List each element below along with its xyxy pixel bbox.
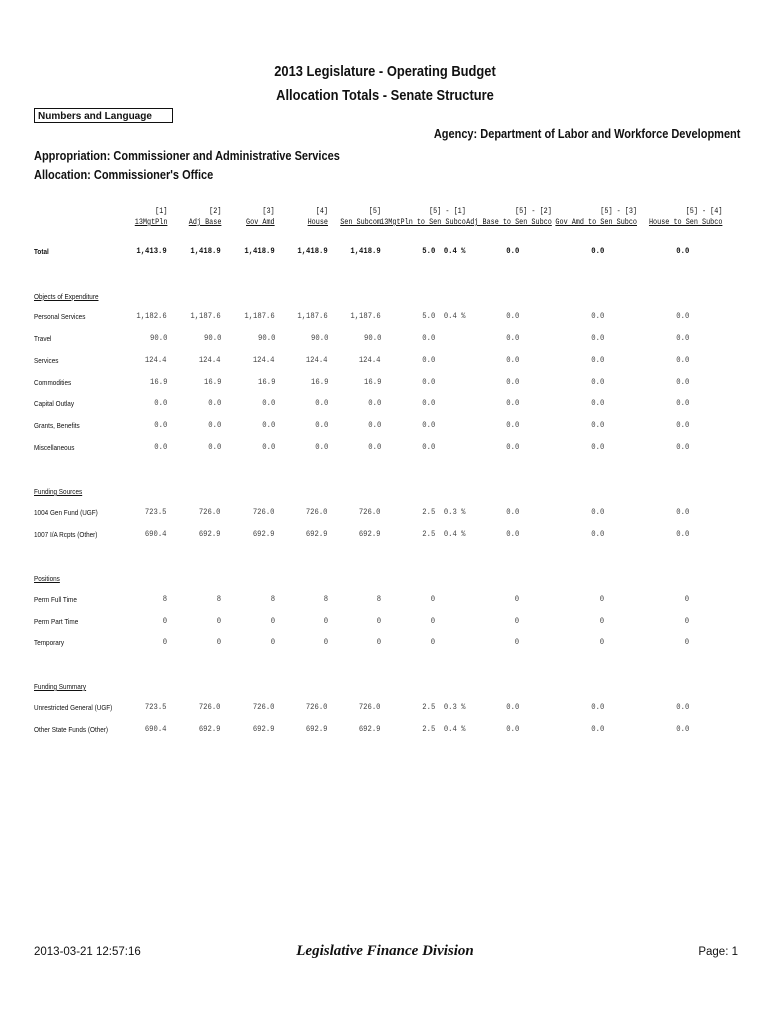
column-header-num: [5] - [3] (600, 207, 637, 216)
value-cell: 0.0 (590, 246, 604, 256)
value-cell: 0.0 (153, 420, 167, 430)
row-label: Travel (34, 334, 52, 343)
value-cell: 0.0 (590, 398, 604, 408)
column-header-4 (308, 206, 328, 228)
value-cell: 0 (376, 616, 381, 626)
value-cell: 2.5 (421, 507, 435, 517)
value-cell: 0 (270, 616, 275, 626)
value-cell: 0.0 (421, 355, 435, 365)
value-cell: 692.9 (199, 724, 221, 734)
column-header-num: [2] (208, 207, 221, 216)
value-cell: 723.5 (145, 702, 167, 712)
section-positions: Positions (34, 574, 60, 583)
value-cell: 0 (323, 616, 328, 626)
value-cell: 0.0 (314, 420, 328, 430)
row-label: Unrestricted General (UGF) (34, 703, 113, 712)
footer-division: Legislative Finance Division (296, 943, 474, 959)
value-cell: 124.4 (199, 355, 221, 365)
value-cell: 692.9 (306, 724, 328, 734)
value-cell: 0.0 (421, 377, 435, 387)
value-cell: 0 (684, 594, 689, 604)
value-cell: 0 (216, 616, 221, 626)
value-cell: 0 (514, 616, 519, 626)
value-cell: 124.4 (306, 355, 328, 365)
value-cell: 0.0 (675, 507, 689, 517)
row-label: Perm Full Time (34, 595, 77, 604)
value-cell: 0 (599, 616, 604, 626)
value-cell: 5.0 (421, 311, 435, 321)
value-cell: 0.0 (207, 420, 221, 430)
value-cell: 0.0 (590, 333, 604, 343)
value-cell: 0.0 (421, 442, 435, 452)
value-cell: 0.0 (367, 420, 381, 430)
column-header-name: 13MgtPln (134, 218, 167, 227)
value-cell: 2.5 (421, 529, 435, 539)
value-cell: 1,418.9 (190, 246, 221, 256)
percent-cell: 0.4 % (444, 246, 466, 256)
percent-cell: 0.4 % (444, 724, 466, 734)
column-header-name: Adj Base to Sen Subco (466, 218, 552, 227)
row-label: Services (34, 356, 59, 365)
value-cell: 16.9 (203, 377, 221, 387)
value-cell: 90.0 (310, 333, 328, 343)
row-label: Personal Services (34, 312, 86, 321)
row-label: 1004 Gen Fund (UGF) (34, 508, 98, 517)
column-header-name: Gov Amd (246, 218, 275, 227)
footer-page-number: Page: 1 (698, 946, 738, 958)
value-cell: 90.0 (149, 333, 167, 343)
value-cell: 0.0 (153, 398, 167, 408)
value-cell: 692.9 (253, 724, 275, 734)
column-header-num: [5] - [4] (685, 207, 722, 216)
value-cell: 0.0 (675, 333, 689, 343)
value-cell: 726.0 (253, 702, 275, 712)
value-cell: 0.0 (505, 724, 519, 734)
percent-cell: 0.4 % (444, 529, 466, 539)
column-header-name: Sen Subcom (340, 218, 381, 227)
value-cell: 0.0 (207, 442, 221, 452)
value-cell: 726.0 (253, 507, 275, 517)
row-label: 1007 I/A Rcpts (Other) (34, 530, 98, 539)
value-cell: 0.0 (675, 420, 689, 430)
column-header-7 (466, 206, 552, 228)
value-cell: 0 (162, 616, 167, 626)
value-cell: 0 (514, 594, 519, 604)
column-header-num: [5] - [1] (429, 207, 466, 216)
column-header-name: House (307, 218, 328, 227)
value-cell: 0.0 (261, 420, 275, 430)
value-cell: 0.0 (675, 724, 689, 734)
column-header-num: [3] (262, 207, 275, 216)
value-cell: 8 (162, 594, 167, 604)
value-cell: 0.0 (505, 442, 519, 452)
row-label: Commodities (34, 378, 72, 387)
value-cell: 0 (376, 637, 381, 647)
value-cell: 1,413.9 (136, 246, 167, 256)
value-cell: 0 (599, 637, 604, 647)
value-cell: 0.0 (590, 442, 604, 452)
value-cell: 1,187.6 (244, 311, 275, 321)
value-cell: 0.0 (590, 311, 604, 321)
value-cell: 690.4 (145, 724, 167, 734)
value-cell: 0.0 (675, 398, 689, 408)
value-cell: 16.9 (363, 377, 381, 387)
value-cell: 0.0 (421, 398, 435, 408)
value-cell: 0.0 (675, 355, 689, 365)
value-cell: 0 (684, 637, 689, 647)
value-cell: 0.0 (421, 420, 435, 430)
value-cell: 2.5 (421, 702, 435, 712)
section-funding-summary: Funding Summary (34, 682, 87, 691)
value-cell: 0.0 (505, 333, 519, 343)
value-cell: 0.0 (367, 398, 381, 408)
column-header-6 (380, 206, 466, 228)
value-cell: 90.0 (203, 333, 221, 343)
value-cell: 0.0 (590, 702, 604, 712)
value-cell: 726.0 (199, 507, 221, 517)
value-cell: 16.9 (149, 377, 167, 387)
value-cell: 0.0 (207, 398, 221, 408)
value-cell: 690.4 (145, 529, 167, 539)
value-cell: 692.9 (306, 529, 328, 539)
value-cell: 0 (430, 637, 435, 647)
value-cell: 0 (270, 637, 275, 647)
row-label: Perm Part Time (34, 617, 79, 626)
value-cell: 16.9 (257, 377, 275, 387)
value-cell: 692.9 (199, 529, 221, 539)
value-cell: 0.0 (314, 442, 328, 452)
value-cell: 8 (323, 594, 328, 604)
value-cell: 0.0 (590, 507, 604, 517)
value-cell: 0.0 (505, 377, 519, 387)
value-cell: 0.0 (261, 442, 275, 452)
value-cell: 90.0 (363, 333, 381, 343)
column-header-2 (188, 206, 221, 228)
value-cell: 692.9 (253, 529, 275, 539)
footer-timestamp: 2013-03-21 12:57:16 (34, 946, 141, 958)
percent-cell: 0.4 % (444, 311, 466, 321)
value-cell: 0.0 (314, 398, 328, 408)
value-cell: 5.0 (421, 246, 435, 256)
value-cell: 0.0 (505, 311, 519, 321)
row-label: Other State Funds (Other) (34, 725, 109, 734)
row-label: Miscellaneous (34, 443, 75, 452)
report-title-line1: 2013 Legislature - Operating Budget (274, 63, 496, 80)
value-cell: 726.0 (306, 702, 328, 712)
column-header-name: Adj Base (188, 218, 221, 227)
value-cell: 692.9 (359, 529, 381, 539)
numbers-language-box: Numbers and Language (34, 108, 173, 123)
value-cell: 0.0 (505, 529, 519, 539)
value-cell: 0 (514, 637, 519, 647)
value-cell: 0.0 (675, 311, 689, 321)
value-cell: 0 (430, 616, 435, 626)
value-cell: 0.0 (505, 355, 519, 365)
value-cell: 1,187.6 (190, 311, 221, 321)
value-cell: 124.4 (253, 355, 275, 365)
value-cell: 0 (216, 637, 221, 647)
value-cell: 16.9 (310, 377, 328, 387)
column-header-name: House to Sen Subco (648, 218, 722, 227)
value-cell: 0.0 (675, 246, 689, 256)
value-cell: 0 (430, 594, 435, 604)
value-cell: 0.0 (505, 246, 519, 256)
row-label: Temporary (34, 638, 65, 647)
column-header-num: [5] - [2] (515, 207, 552, 216)
value-cell: 1,187.6 (350, 311, 381, 321)
report-title-line2: Allocation Totals - Senate Structure (276, 87, 494, 104)
column-header-5 (340, 206, 381, 228)
row-label: Grants, Benefits (34, 421, 80, 430)
section-objects-of-expenditure: Objects of Expenditure (34, 292, 99, 301)
column-header-1 (134, 206, 167, 228)
allocation-label: Allocation: Commissioner's Office (34, 168, 214, 182)
value-cell: 124.4 (145, 355, 167, 365)
value-cell: 0.0 (505, 398, 519, 408)
value-cell: 0.0 (675, 529, 689, 539)
value-cell: 0.0 (505, 702, 519, 712)
value-cell: 726.0 (359, 507, 381, 517)
value-cell: 0.0 (590, 377, 604, 387)
column-header-num: [1] (154, 207, 167, 216)
value-cell: 0 (162, 637, 167, 647)
value-cell: 90.0 (257, 333, 275, 343)
value-cell: 0.0 (261, 398, 275, 408)
value-cell: 0.0 (675, 702, 689, 712)
value-cell: 0.0 (590, 420, 604, 430)
row-label: Capital Outlay (34, 399, 75, 408)
value-cell: 0.0 (675, 377, 689, 387)
value-cell: 0 (684, 616, 689, 626)
column-header-3 (246, 206, 275, 228)
value-cell: 723.5 (145, 507, 167, 517)
percent-cell: 0.3 % (444, 507, 466, 517)
value-cell: 1,418.9 (350, 246, 381, 256)
value-cell: 0.0 (590, 724, 604, 734)
percent-cell: 0.3 % (444, 702, 466, 712)
value-cell: 1,418.9 (297, 246, 328, 256)
value-cell: 726.0 (199, 702, 221, 712)
column-header-num: [5] (368, 207, 381, 216)
value-cell: 8 (270, 594, 275, 604)
column-header-num: [4] (315, 207, 328, 216)
value-cell: 0 (323, 637, 328, 647)
value-cell: 0.0 (590, 529, 604, 539)
value-cell: 726.0 (306, 507, 328, 517)
value-cell: 0.0 (590, 355, 604, 365)
column-header-name: 13MgtPln to Sen Subco (380, 218, 466, 227)
section-funding-sources: Funding Sources (34, 487, 83, 496)
value-cell: 726.0 (359, 702, 381, 712)
value-cell: 692.9 (359, 724, 381, 734)
value-cell: 1,418.9 (244, 246, 275, 256)
column-header-8 (555, 206, 637, 228)
appropriation-label: Appropriation: Commissioner and Administrative Services (34, 149, 340, 163)
value-cell: 1,187.6 (297, 311, 328, 321)
value-cell: 0 (599, 594, 604, 604)
value-cell: 0.0 (675, 442, 689, 452)
agency-label: Agency: Department of Labor and Workforce Development (433, 127, 740, 141)
value-cell: 0.0 (367, 442, 381, 452)
value-cell: 0.0 (421, 333, 435, 343)
value-cell: 1,182.6 (136, 311, 167, 321)
value-cell: 0.0 (153, 442, 167, 452)
column-header-9 (649, 206, 722, 228)
value-cell: 8 (216, 594, 221, 604)
value-cell: 124.4 (359, 355, 381, 365)
value-cell: 2.5 (421, 724, 435, 734)
column-header-name: Gov Amd to Sen Subco (555, 218, 637, 227)
row-label: Total (34, 247, 49, 256)
value-cell: 8 (376, 594, 381, 604)
value-cell: 0.0 (505, 507, 519, 517)
value-cell: 0.0 (505, 420, 519, 430)
